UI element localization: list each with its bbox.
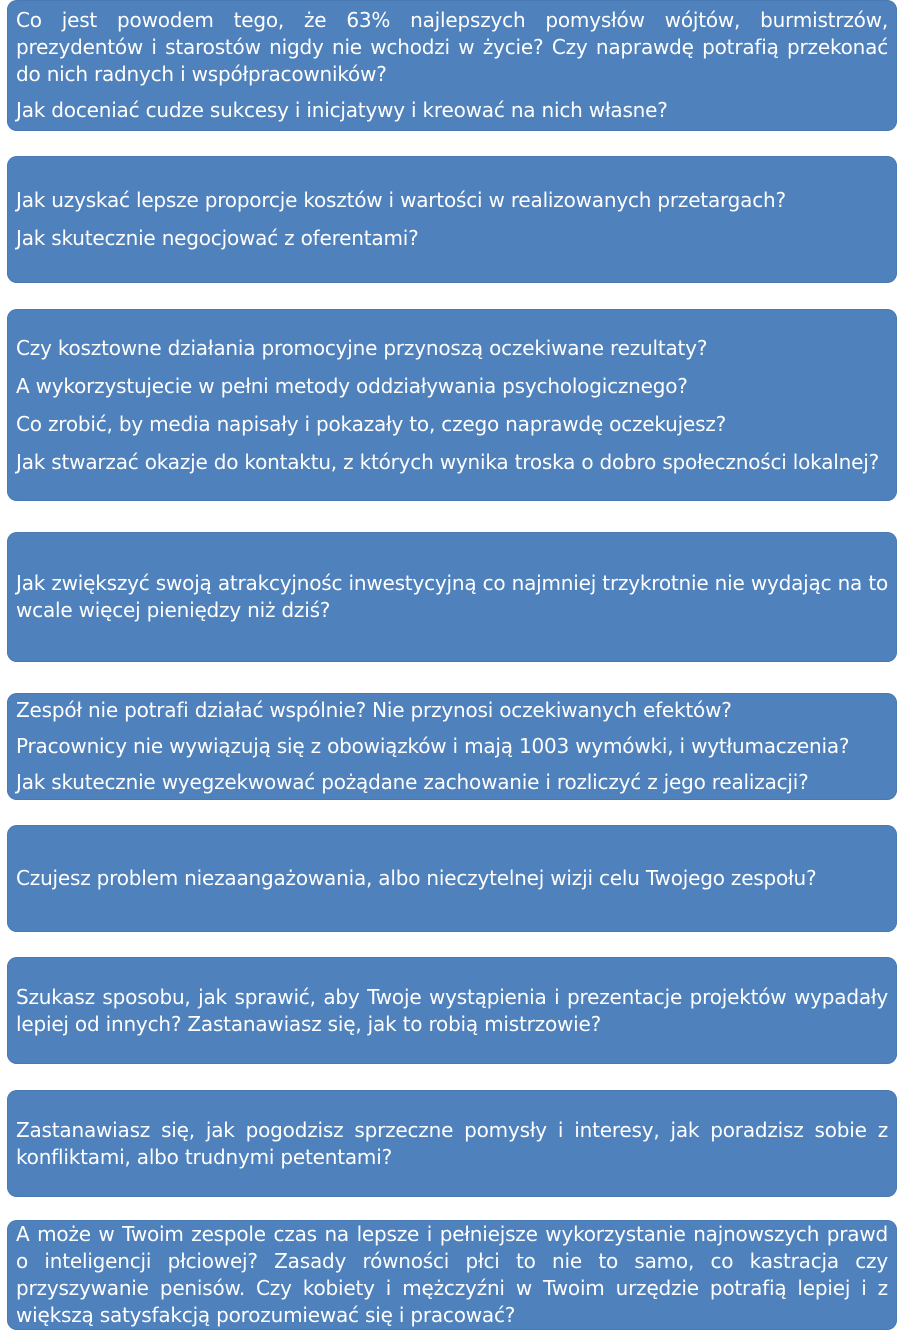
- question-box-6: [7, 825, 897, 932]
- question-text: Pracownicy nie wywiązują się z obowiązków i mają 1003 wymówki, i wytłumaczenia?: [16, 734, 850, 758]
- question-box-7: [7, 957, 897, 1064]
- question-text: Zespół nie potrafi działać wspólnie? Nie przynosi oczekiwanych efektów?: [16, 698, 732, 722]
- question-text: Jak skutecznie negocjować z oferentami?: [16, 226, 419, 250]
- question-box-5: [7, 693, 897, 800]
- question-text: Szukasz sposobu, jak sprawić, aby Twoje wystąpienia i prezentacje projektów wypadały lepiej od innych? Zastanawiasz się, jak to robią mistrzowie?: [16, 984, 888, 1036]
- question-text: Jak stwarzać okazje do kontaktu, z których wynika troska o dobro społeczności lokalnej?: [16, 449, 879, 474]
- question-text: Co zrobić, by media napisały i pokazały to, czego naprawdę oczekujesz?: [16, 411, 727, 436]
- question-text: Jak zwiększyć swoją atrakcyjnośc inwestycyjną co najmniej trzykrotnie nie wydając na to wcale więcej pieniędzy niż dziś?: [16, 571, 888, 622]
- question-text: Jak uzyskać lepsze proporcje kosztów i wartości w realizowanych przetargach?: [16, 188, 786, 212]
- question-text: A może w Twoim zespole czas na lepsze i pełniejsze wykorzystanie najnowszych prawd o inteligencji płciowej? Zasady równości płci to nie to samo, co kastracja czy przyszywanie penisów. Czy kobiety i mężczyźni w Twoim urzędzie potrafią lepiej i z większą satysfakcją porozumiewać się i pracować?: [16, 1222, 888, 1327]
- question-text: A wykorzystujecie w pełni metody oddziaływania psychologicznego?: [16, 373, 688, 398]
- question-text: Zastanawiasz się, jak pogodzisz sprzeczne pomysły i interesy, jak poradzisz sobie z konfliktami, albo trudnymi petentami?: [16, 1117, 888, 1169]
- question-box-1: [7, 0, 897, 131]
- question-text: Czy kosztowne działania promocyjne przynoszą oczekiwane rezultaty?: [16, 335, 708, 360]
- question-box-8: [7, 1090, 897, 1197]
- question-text: Co jest powodem tego, że 63% najlepszych pomysłów wójtów, burmistrzów, prezydentów i starostów nigdy nie wchodzi w życie? Czy naprawdę potrafią przekonać do nich radnych i współpracowników?: [16, 8, 888, 86]
- question-text: Jak skutecznie wyegzekwować pożądane zachowanie i rozliczyć z jego realizacji?: [16, 770, 809, 794]
- question-box-9: [7, 1220, 897, 1330]
- question-text: Czujesz problem niezaangażowania, albo nieczytelnej wizji celu Twojego zespołu?: [16, 866, 817, 890]
- question-text: Jak doceniać cudze sukcesy i inicjatywy i kreować na nich własne?: [16, 98, 668, 122]
- question-box-3: [7, 309, 897, 501]
- question-box-4: [7, 532, 897, 662]
- question-box-2: [7, 156, 897, 283]
